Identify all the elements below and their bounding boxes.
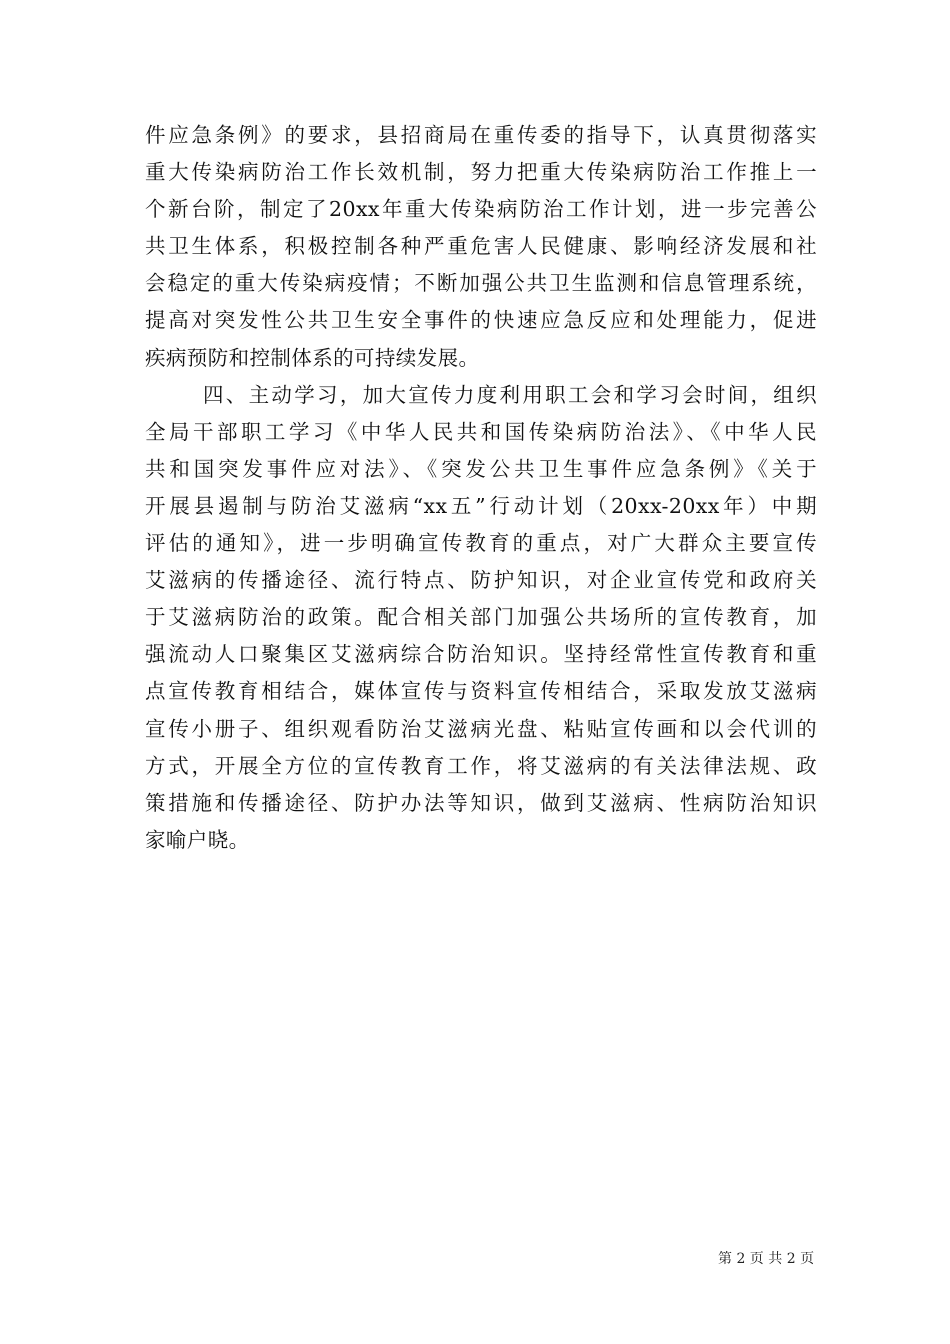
text-line: 件应急条例》的要求，县招商局在重传委的指导下，认真贯彻落实 xyxy=(145,123,817,147)
text-line: 策措施和传播途径、防护办法等知识，做到艾滋病、性病防治知识 xyxy=(145,790,817,815)
text-line: 强流动人口聚集区艾滋病综合防治知识。坚持经常性宣传教育和重 xyxy=(145,642,817,667)
text-line: 家喻户晓。 xyxy=(145,827,250,852)
text-line: 方式，开展全方位的宣传教育工作，将艾滋病的有关法律法规、政 xyxy=(145,753,817,778)
text-line: 艾滋病的传播途径、流行特点、防护知识，对企业宣传党和政府关 xyxy=(145,568,817,593)
text-line: 个新台阶，制定了20xx年重大传染病防治工作计划，进一步完善公 xyxy=(145,197,817,222)
text-line: 于艾滋病防治的政策。配合相关部门加强公共场所的宣传教育，加 xyxy=(145,605,817,630)
text-line: 点宣传教育相结合，媒体宣传与资料宣传相结合，采取发放艾滋病 xyxy=(145,679,817,704)
text-line: 评估的通知》，进一步明确宣传教育的重点，对广大群众主要宣传 xyxy=(145,531,817,556)
text-line: 重大传染病防治工作长效机制，努力把重大传染病防治工作推上一 xyxy=(145,160,817,185)
text-line: 四、主动学习，加大宣传力度利用职工会和学习会时间，组织 xyxy=(203,382,817,407)
paragraph-1 xyxy=(145,117,817,377)
text-line: 提高对突发性公共卫生安全事件的快速应急反应和处理能力，促进 xyxy=(145,308,817,333)
text-line: 宣传小册子、组织观看防治艾滋病光盘、粘贴宣传画和以会代训的 xyxy=(145,716,817,741)
document-body xyxy=(145,117,817,859)
text-line: 疾病预防和控制体系的可持续发展。 xyxy=(145,345,480,370)
text-line: 全局干部职工学习《中华人民共和国传染病防治法》、《中华人民 xyxy=(145,419,817,444)
text-line: 会稳定的重大传染病疫情；不断加强公共卫生监测和信息管理系统， xyxy=(145,271,817,296)
page-number: 第 2 页 共 2 页 xyxy=(718,1251,815,1267)
text-line: 开展县遏制与防治艾滋病“xx五”行动计划（20xx-20xx年）中期 xyxy=(145,493,817,518)
text-line: 共卫生体系，积极控制各种严重危害人民健康、影响经济发展和社 xyxy=(145,234,817,259)
text-line: 共和国突发事件应对法》、《突发公共卫生事件应急条例》《关于 xyxy=(145,456,817,481)
paragraph-2 xyxy=(145,377,817,859)
